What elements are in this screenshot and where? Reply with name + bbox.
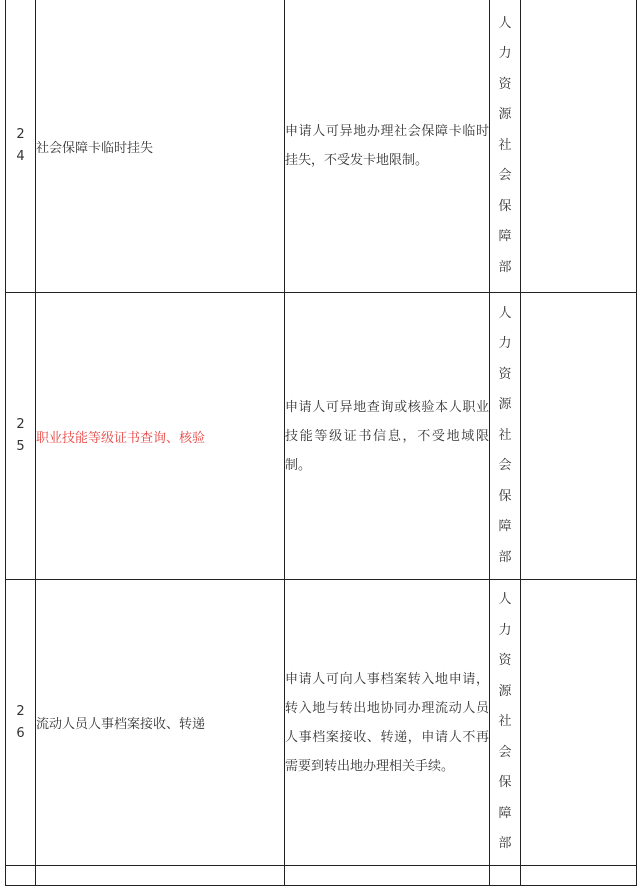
department-cell	[490, 293, 521, 580]
empty-cell	[285, 866, 490, 886]
department-char: 保	[498, 198, 512, 214]
department-char: 会	[498, 458, 512, 474]
department-char: 人	[498, 305, 512, 321]
row-number	[6, 293, 36, 580]
department-char: 社	[498, 714, 512, 730]
department-char: 会	[498, 744, 512, 760]
department-char: 障	[498, 229, 512, 245]
service-description: 申请人可异地查询或核验本人职业技能等级证书信息，不受地域限制。	[285, 293, 490, 580]
row-number-digit: 2	[16, 127, 25, 142]
department-char: 障	[498, 519, 512, 535]
row-number-digit: 6	[16, 725, 25, 741]
department-char: 人	[498, 592, 512, 608]
empty-cell	[6, 866, 36, 886]
department-char: 部	[498, 836, 512, 852]
department-char: 源	[498, 107, 512, 123]
row-number	[6, 0, 36, 293]
department-char: 部	[498, 259, 512, 275]
table-row	[6, 580, 637, 866]
service-description: 申请人可异地办理社会保障卡临时挂失，不受发卡地限制。	[285, 0, 490, 293]
department-char: 资	[498, 653, 512, 669]
department-char: 保	[498, 775, 512, 791]
service-item-name: 流动人员人事档案接收、转递	[36, 580, 285, 866]
empty-cell	[521, 866, 637, 886]
table-row	[6, 293, 637, 580]
department-char: 保	[498, 488, 512, 504]
department-char: 源	[498, 683, 512, 699]
department-cell	[490, 0, 521, 293]
department-char: 资	[498, 366, 512, 382]
table-row	[6, 0, 637, 293]
empty-cell	[521, 293, 637, 580]
empty-cell	[36, 866, 285, 886]
department-char: 会	[498, 168, 512, 184]
service-item-name-highlighted: 职业技能等级证书查询、核验	[36, 293, 285, 580]
row-number	[6, 580, 36, 866]
service-item-name: 社会保障卡临时挂失	[36, 0, 285, 293]
department-char: 障	[498, 805, 512, 821]
department-cell	[490, 580, 521, 866]
empty-cell	[490, 866, 521, 886]
department-char: 源	[498, 397, 512, 413]
empty-cell	[521, 0, 637, 293]
row-number-digit: 4	[16, 149, 25, 164]
department-char: 资	[498, 76, 512, 92]
service-description: 申请人可向人事档案转入地申请，转入地与转出地协同办理流动人员人事档案接收、转递，申请人不再需要到转出地办理相关手续。	[285, 580, 490, 866]
department-char: 社	[498, 427, 512, 443]
department-char: 力	[498, 622, 512, 638]
department-char: 人	[498, 15, 512, 31]
empty-cell	[521, 580, 637, 866]
department-char: 社	[498, 137, 512, 153]
department-char: 力	[498, 46, 512, 62]
row-number-digit: 2	[16, 417, 25, 432]
department-char: 力	[498, 336, 512, 352]
row-number-digit: 5	[16, 439, 25, 454]
department-char: 部	[498, 549, 512, 565]
service-table	[5, 0, 637, 886]
table-row	[6, 866, 637, 886]
row-number-digit: 2	[16, 703, 25, 719]
